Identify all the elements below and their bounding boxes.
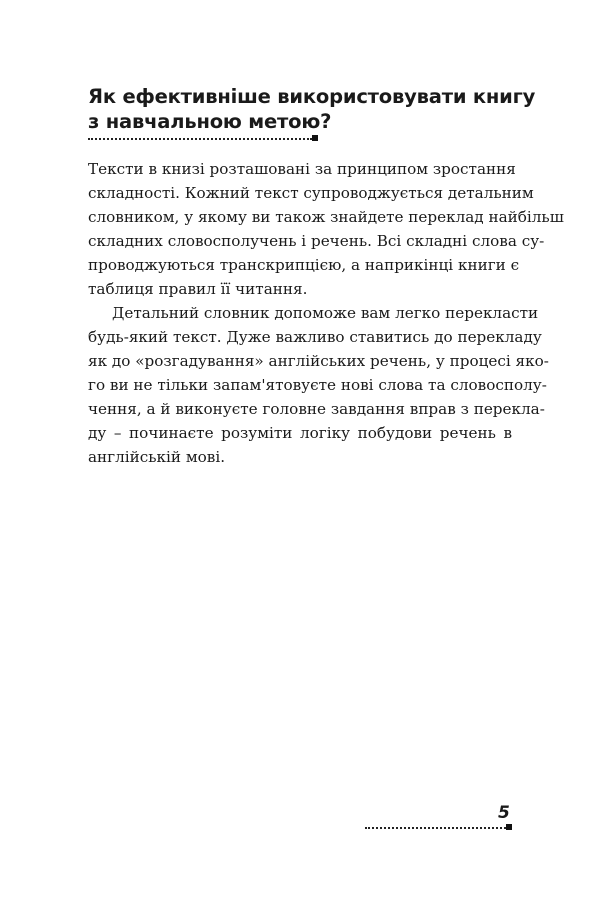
text-line: ду – починаєте розуміти логіку побудови речень в bbox=[88, 424, 512, 442]
heading-line: Як ефективніше використовувати книгу bbox=[88, 85, 536, 108]
paragraph-1 bbox=[88, 157, 564, 301]
heading-dotted-rule bbox=[88, 138, 312, 140]
body-text bbox=[88, 157, 564, 469]
page-number: 5 bbox=[498, 803, 510, 823]
text-line: як до «розгадування» англійських речень, у процесі яко- bbox=[88, 352, 549, 370]
text-line: англійській мові. bbox=[88, 448, 226, 466]
heading-line: з навчальною метою? bbox=[88, 110, 332, 133]
text-line: проводжуються транскрипцією, а наприкінці книги є bbox=[88, 256, 520, 274]
paragraph-2 bbox=[88, 301, 549, 469]
text-line: будь-який текст. Дуже важливо ставитись до перекладу bbox=[88, 328, 542, 346]
heading-rule-square bbox=[312, 135, 318, 141]
text-line: го ви не тільки запам'ятовуєте нові слова та словосполу- bbox=[88, 376, 547, 394]
section-heading bbox=[88, 84, 536, 134]
text-line: складних словосполучень і речень. Всі складні слова су- bbox=[88, 232, 545, 250]
text-line: таблиця правил її читання. bbox=[88, 280, 308, 298]
footer-dotted-rule bbox=[365, 827, 506, 829]
text-line: Тексти в книзі розташовані за принципом зростання bbox=[88, 160, 516, 178]
text-line: словником, у якому ви також знайдете переклад найбільш bbox=[88, 208, 564, 226]
text-line: чення, а й виконуєте головне завдання вправ з перекла- bbox=[88, 400, 545, 418]
text-line: складності. Кожний текст супроводжується детальним bbox=[88, 184, 534, 202]
text-line: Детальний словник допоможе вам легко перекласти bbox=[112, 304, 539, 322]
footer-rule-square bbox=[506, 824, 512, 830]
